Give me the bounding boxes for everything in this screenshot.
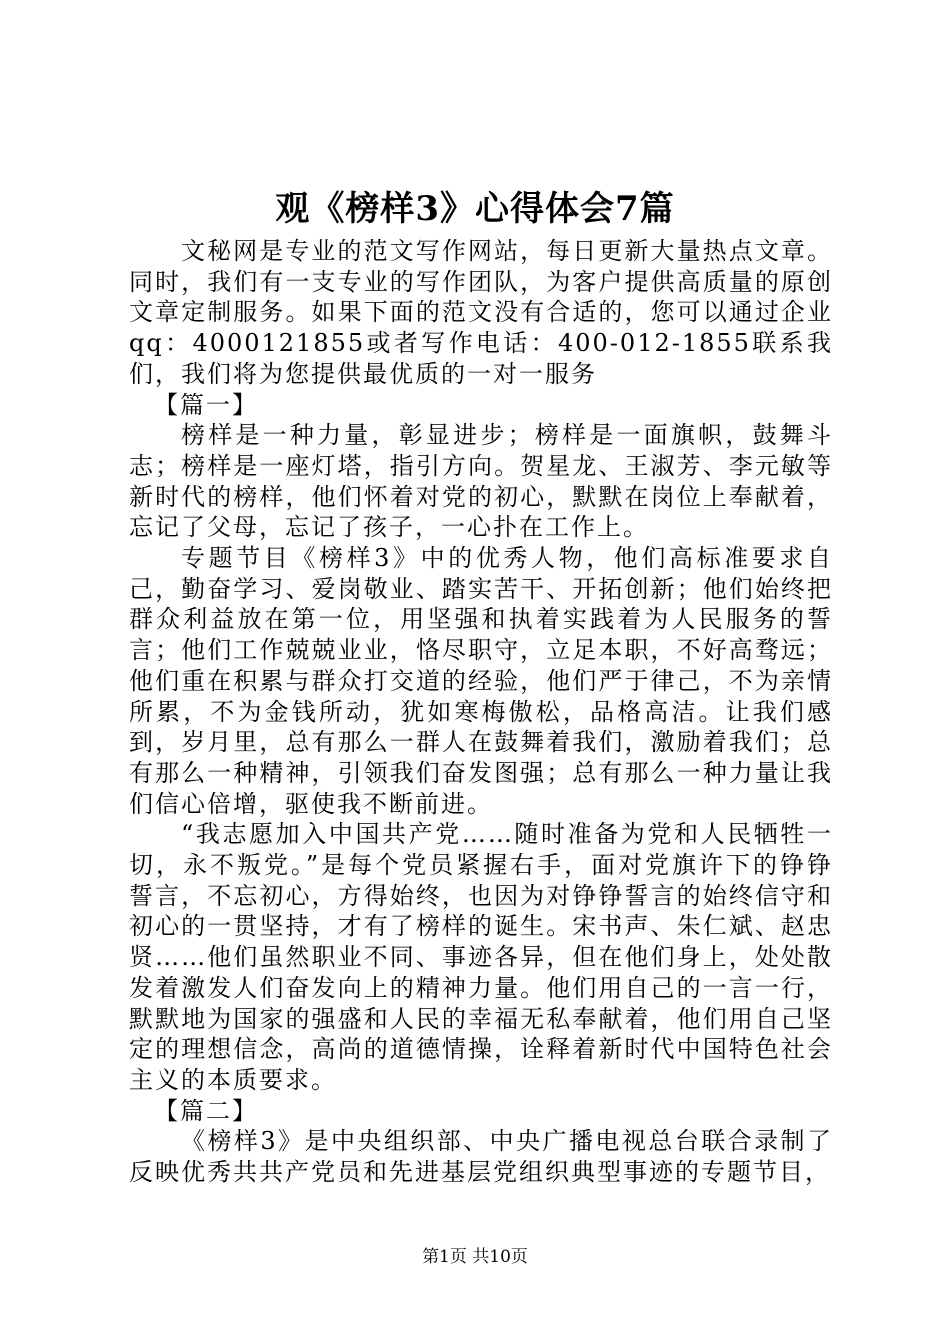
document-body bbox=[129, 236, 833, 1188]
document-title: 观《榜样3》心得体会7篇 bbox=[275, 189, 675, 229]
section-heading-2: 【篇二】 bbox=[154, 1096, 258, 1125]
section1-paragraph: 榜样是一种力量，彰显进步；榜样是一面旗帜，鼓舞斗志；榜样是一座灯塔，指引方向。贺星龙、王淑芳、李元敏等新时代的榜样，他们怀着对党的初心，默默在岗位上奉献着，忘记了父母，忘记了孩子，一心扑在工作上。 bbox=[129, 421, 833, 542]
page-footer: 第1页 共10页 bbox=[422, 1247, 528, 1267]
section1-paragraph: “我志愿加入中国共产党……随时准备为党和人民牺牲一切，永不叛党。”是每个党员紧握右手，面对党旗许下的铮铮誓言，不忘初心，方得始终，也因为对铮铮誓言的始终信守和初心的一贯坚持，才有了榜样的诞生。宋书声、朱仁斌、赵忠贤……他们虽然职业不同、事迹各异，但在他们身上，处处散发着激发人们奋发向上的精神力量。他们用自己的一言一行，默默地为国家的强盛和人民的幸福无私奉献着，他们用自己坚定的理想信念，高尚的道德情操，诠释着新时代中国特色社会主义的本质要求。 bbox=[129, 820, 833, 1094]
intro-paragraph: 文秘网是专业的范文写作网站，每日更新大量热点文章。同时，我们有一支专业的写作团队，为客户提供高质量的原创文章定制服务。如果下面的范文没有合适的，您可以通过企业qq：4000121855或者写作电话：400-012-1855联系我们，我们将为您提供最优质的一对一服务 bbox=[129, 237, 833, 388]
section2-paragraph: 《榜样3》是中央组织部、中央广播电视总台联合录制了反映优秀共共产党员和先进基层党组织典型事迹的专题节目， bbox=[129, 1127, 833, 1187]
section-heading-1: 【篇一】 bbox=[154, 390, 258, 419]
section1-paragraph: 专题节目《榜样3》中的优秀人物，他们高标准要求自己，勤奋学习、爱岗敬业、踏实苦干、开拓创新；他们始终把群众利益放在第一位，用坚强和执着实践着为人民服务的誓言；他们工作兢兢业业，恪尽职守，立足本职，不好高骛远；他们重在积累与群众打交道的经验，他们严于律己，不为亲情所累，不为金钱所动，犹如寒梅傲松，品格高洁。让我们感到，岁月里，总有那么一群人在鼓舞着我们，激励着我们；总有那么一种精神，引领我们奋发图强；总有那么一种力量让我们信心倍增，驱使我不断前进。 bbox=[129, 544, 833, 818]
